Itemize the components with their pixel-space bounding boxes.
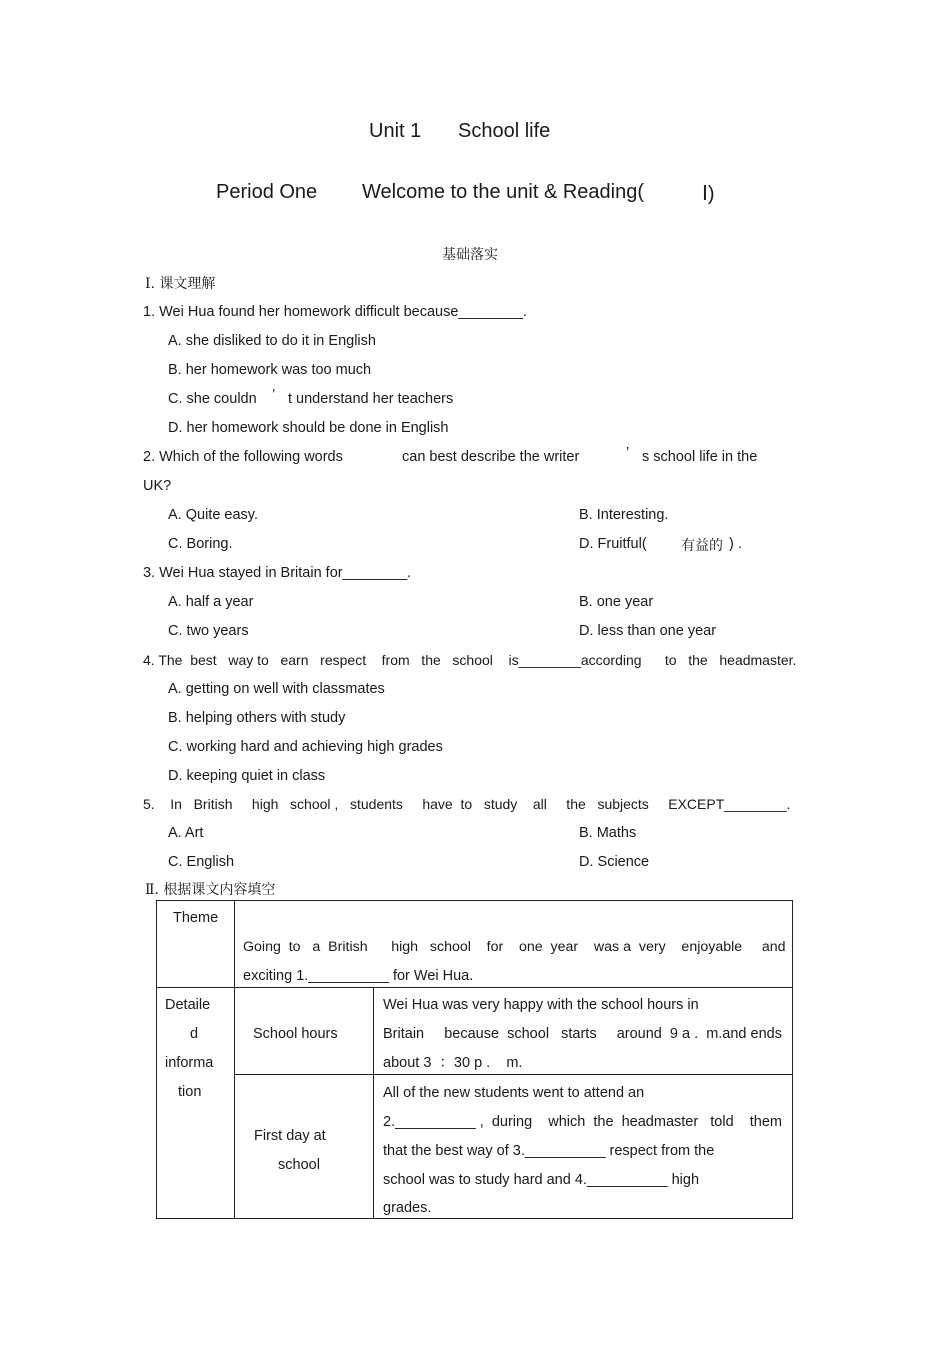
question-2-option-a: A. Quite easy. [168,507,258,523]
unit-name: School life [458,120,551,142]
first-day-label-line2: school [278,1157,320,1173]
question-3-option-d: D. less than one year [579,623,717,639]
question-1-option-c: C. she couldn [168,391,257,407]
question-5-option-d: D. Science [579,854,650,870]
theme-text-line1: Going to a British high school for one year was a very enjoyable and [243,939,786,955]
school-hours-text-line2: Britain because school starts around 9 a . m.and ends [383,1026,782,1042]
question-4-option-b: B. helping others with study [168,710,346,726]
first-day-text-line1: All of the new students went to attend an [383,1085,645,1101]
question-3-option-c: C. two years [168,623,249,639]
question-2-stem-part3: s school life in the [642,449,758,465]
period-roman: Ⅰ) [702,183,715,205]
question-1-option-c-apostrophe: ’ [272,387,276,403]
question-2-option-d-chinese: 有益的 [681,538,723,554]
question-2-option-d-end: ) . [729,536,742,552]
first-day-label-line1: First day at [254,1128,326,1144]
section-heading: 基础落实 [442,247,498,263]
first-day-text-line2: 2.__________ , during which the headmaster told them [383,1114,782,1130]
question-1-option-b: B. her homework was too much [168,362,372,378]
table-divider [234,900,235,1219]
question-3-stem: 3. Wei Hua stayed in Britain for________. [143,565,412,581]
question-1-option-d: D. her homework should be done in English [168,420,449,436]
question-4-option-a: A. getting on well with classmates [168,681,385,697]
question-4-option-d: D. keeping quiet in class [168,768,326,784]
detail-label-line4: tion [178,1084,202,1100]
theme-label: Theme [173,910,219,926]
question-5-option-b: B. Maths [579,825,637,841]
question-3-option-b: B. one year [579,594,654,610]
question-4-option-c: C. working hard and achieving high grades [168,739,443,755]
table-divider [156,987,793,988]
school-hours-label: School hours [253,1026,338,1042]
question-2-stem-part1: 2. Which of the following words [143,449,343,465]
period-label: Period One [216,181,318,203]
part2-heading: Ⅱ. 根据课文内容填空 [145,882,276,898]
period-subtitle: Welcome to the unit & Reading( [362,181,645,203]
table-divider [373,988,374,1219]
theme-text-line2: exciting 1.__________ for Wei Hua. [243,968,474,984]
question-2-option-c: C. Boring. [168,536,233,552]
question-2-option-b: B. Interesting. [579,507,669,523]
school-hours-text-line1: Wei Hua was very happy with the school hours in [383,997,699,1013]
question-4-stem: 4. The best way to earn respect from the school is________according to the headmaster. [143,652,797,668]
question-5-option-c: C. English [168,854,235,870]
question-5-option-a: A. Art [168,825,204,841]
question-5-stem: 5. In British high school , students have to study all the subjects EXCEPT________. [143,796,791,812]
question-2-stem-part4: UK? [143,478,172,494]
unit-number: Unit 1 [369,120,422,142]
question-1-option-a: A. she disliked to do it in English [168,333,376,349]
first-day-text-line4: school was to study hard and 4.__________ high [383,1172,700,1188]
question-2-option-d: D. Fruitful( [579,536,647,552]
detail-label-line1: Detaile [165,997,211,1013]
question-2-apostrophe: ’ [626,445,630,461]
question-1-option-c-rest: t understand her teachers [288,391,454,407]
detail-label-line2: d [190,1026,199,1042]
table-divider [234,1074,793,1075]
part1-heading: Ⅰ. 课文理解 [145,276,216,292]
question-1-stem: 1. Wei Hua found her homework difficult because________. [143,304,527,320]
detail-label-line3: informa [165,1055,214,1071]
first-day-text-line5: grades. [383,1200,432,1216]
first-day-text-line3: that the best way of 3.__________ respect from the [383,1143,715,1159]
school-hours-text-line3: about 3 ：30 p . m. [383,1055,523,1071]
question-2-stem-part2: can best describe the writer [402,449,580,465]
question-3-option-a: A. half a year [168,594,254,610]
